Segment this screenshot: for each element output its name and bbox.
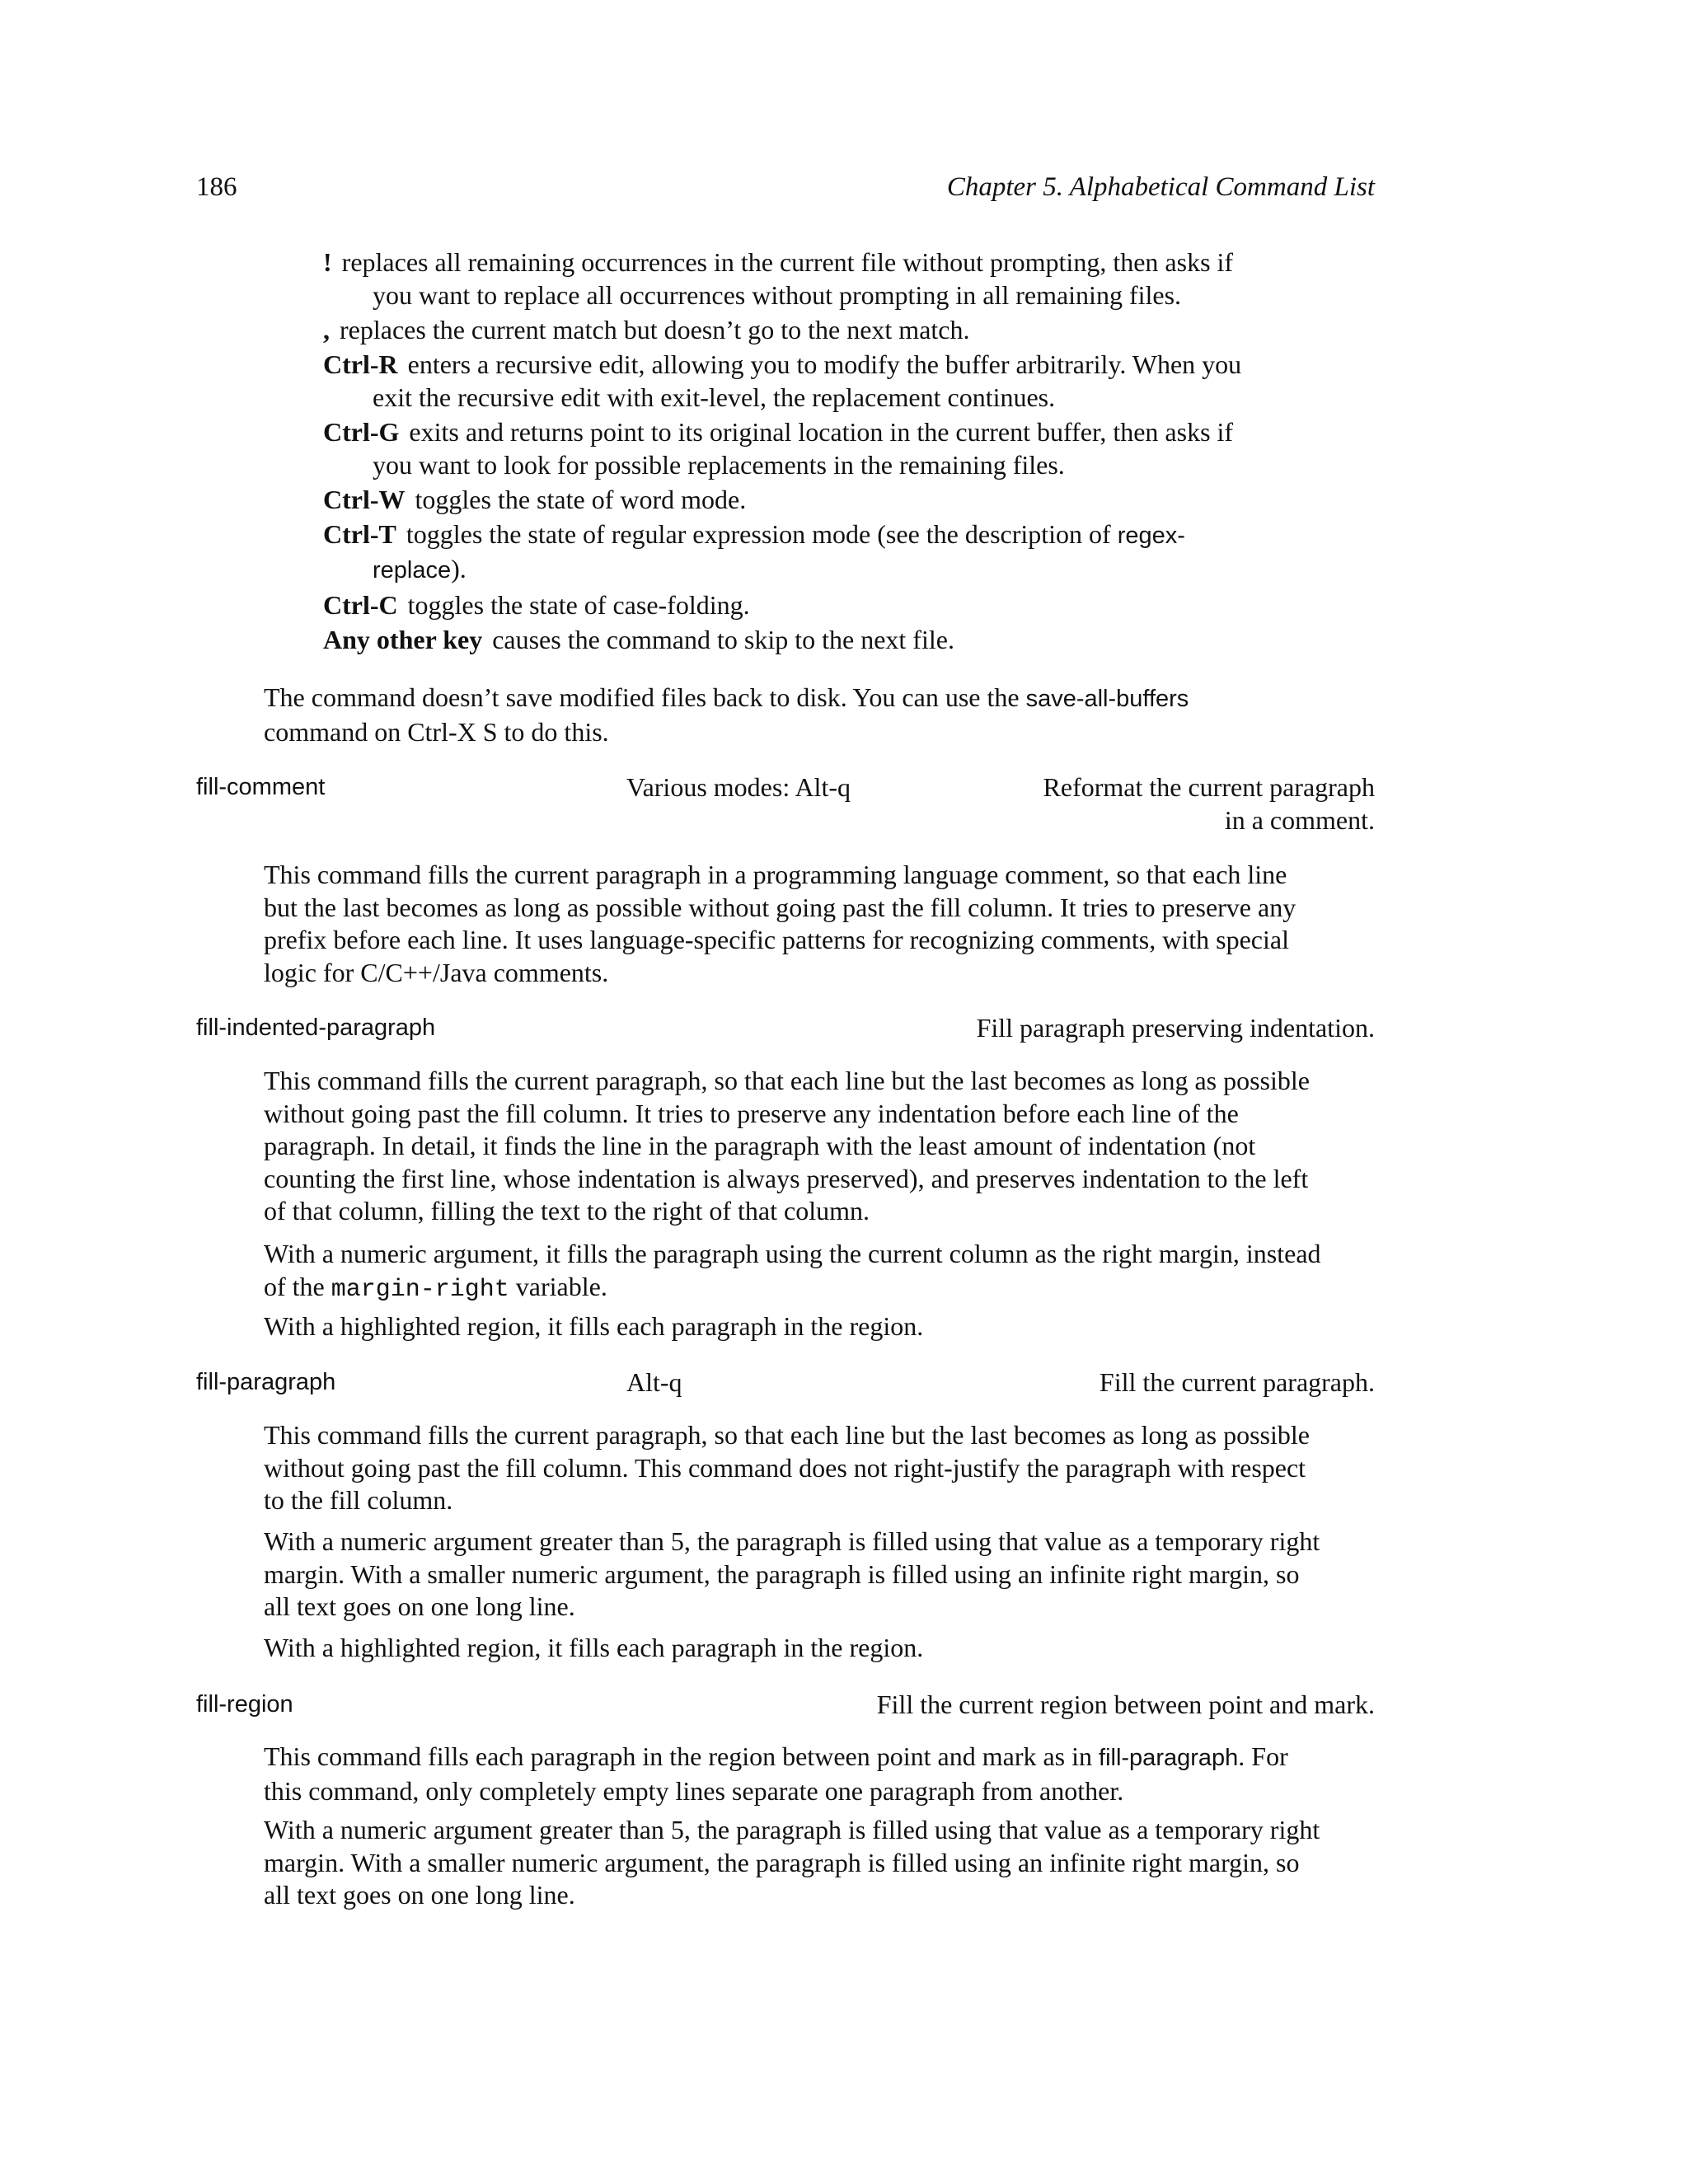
command-reference: fill-paragraph (1099, 1745, 1239, 1771)
command-name: fill-paragraph (196, 1369, 336, 1395)
intro-text-end: command on Ctrl-X S to do this. (264, 716, 609, 747)
command-reference: save-all-buffers (1025, 686, 1189, 712)
key-description: exits and returns point to its original location in the current buffer, then asks if you want to look for possible replacements in the remaining files. (373, 417, 1234, 480)
key-label: Ctrl-W (323, 485, 406, 514)
page-number: 186 (196, 172, 237, 202)
key-item-comma (323, 313, 1254, 346)
key-description: toggles the state of word mode. (415, 485, 747, 514)
key-label: Ctrl-C (323, 590, 398, 620)
paragraph-text-end: variable. (509, 1271, 607, 1301)
key-description: replaces all remaining occurrences in the current file without prompting, then asks if you want to replace all occurrences without prompting in all remaining files. (341, 247, 1234, 310)
command-name: fill-region (196, 1691, 293, 1718)
fill-paragraph-description: This command fills the current paragraph, so that each line but the last becomes as long as possible without going past the fill column. This command does not right-justify the paragraph with respect to the fill column. (264, 1420, 1310, 1515)
command-name: fill-indented-paragraph (196, 1015, 436, 1041)
key-label: Ctrl-G (323, 417, 400, 447)
paragraph-text: This command fills each paragraph in the region between point and mark as in (264, 1741, 1100, 1771)
fill-region-description (264, 1741, 1302, 1807)
key-description: replaces the current match but doesn’t go to the next match. (340, 315, 970, 344)
key-item-ctrl-c (323, 588, 1254, 621)
running-head: Chapter 5. Alphabetical Command List (946, 172, 1375, 202)
key-item-ctrl-g (323, 415, 1254, 481)
command-summary: Fill paragraph preserving indentation. (976, 1013, 1375, 1043)
fill-indented-description: This command fills the current paragraph, so that each line but the last becomes as long as possible without going past the fill column. It tries to preserve any indentation before each line of the paragraph. In detail, it finds the line in the paragraph with the least amount of indentation (not counting the first line, whose indentation is always preserved), and preserves indentation to the left of that column, filling the text to the right of that column. (264, 1066, 1310, 1226)
fill-region-numeric-arg: With a numeric argument greater than 5, the paragraph is filled using that value as a temporary right margin. With a smaller numeric argument, the paragraph is filled using an infinite right margin, so all text goes on one long line. (264, 1815, 1320, 1910)
command-binding: Various modes: Alt-q (626, 772, 851, 802)
key-item-ctrl-r (323, 348, 1254, 414)
variable-name: margin-right (331, 1275, 509, 1304)
key-label: Any other key (323, 625, 483, 654)
key-label: Ctrl-R (323, 349, 398, 379)
intro-text: The command doesn’t save modified files back to disk. You can use the (264, 682, 1026, 712)
key-item-bang (323, 246, 1254, 312)
key-label: Ctrl-T (323, 519, 396, 549)
paragraph-text: With a numeric argument, it fills the paragraph using the current column as the right margin, instead of the (264, 1239, 1321, 1301)
key-description: toggles the state of case-folding. (407, 590, 750, 620)
command-summary: Reformat the current paragraph in a comment. (1043, 772, 1375, 835)
command-binding: Alt-q (626, 1367, 682, 1397)
key-description-end: ). (451, 554, 467, 583)
key-description: toggles the state of regular expression mode (see the description of (406, 519, 1118, 549)
command-reference: regex-replace (373, 523, 1185, 583)
intro-paragraph (264, 682, 1286, 748)
command-header-fill-comment (196, 771, 1375, 837)
command-name: fill-comment (196, 774, 326, 800)
key-list (323, 246, 1254, 658)
command-summary: Fill the current region between point and mark. (876, 1690, 1375, 1719)
command-summary: Fill the current paragraph. (1099, 1367, 1375, 1397)
fill-comment-description: This command fills the current paragraph in a programming language comment, so that each line but the last becomes as long as possible without going past the fill column. It tries to preserve any prefix before each line. It uses language-specific patterns for recognizing comments, with special logic for C/C++/Java comments. (264, 860, 1296, 987)
key-description: enters a recursive edit, allowing you to modify the buffer arbitrarily. When you exit the recursive edit with exit-level, the replacement continues. (373, 349, 1242, 412)
key-label: , (323, 315, 330, 344)
key-item-any-other-key (323, 623, 1254, 656)
paragraph-text-end: . For this command, only completely empty lines separate one paragraph from another. (264, 1741, 1288, 1806)
fill-indented-region: With a highlighted region, it fills each paragraph in the region. (264, 1311, 924, 1341)
fill-paragraph-region: With a highlighted region, it fills each paragraph in the region. (264, 1633, 924, 1662)
fill-paragraph-numeric-arg: With a numeric argument greater than 5, the paragraph is filled using that value as a temporary right margin. With a smaller numeric argument, the paragraph is filled using an infinite right margin, so all text goes on one long line. (264, 1526, 1320, 1621)
key-description: causes the command to skip to the next file. (492, 625, 954, 654)
key-item-ctrl-t (323, 518, 1254, 587)
fill-indented-numeric-arg (264, 1238, 1335, 1306)
key-label: ! (323, 247, 332, 277)
key-item-ctrl-w (323, 483, 1254, 516)
